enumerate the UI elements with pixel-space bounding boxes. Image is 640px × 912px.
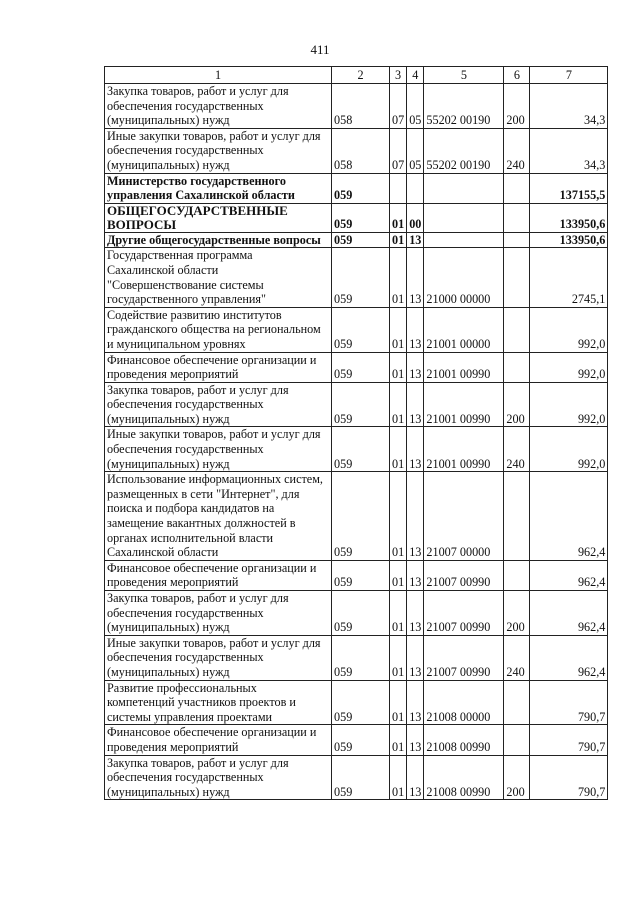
row-name	[105, 680, 332, 725]
row-ved-code: 059	[332, 173, 390, 203]
row-target-article: 21001 00990	[424, 382, 504, 427]
row-target-article: 21001 00990	[424, 352, 504, 382]
header-cell-name: 1	[105, 67, 332, 84]
row-name-line: обеспечения государственных	[107, 397, 264, 412]
row-expense-type: 200	[504, 755, 530, 800]
table-row	[105, 560, 608, 590]
row-subsection: 13	[407, 352, 424, 382]
row-name-line: органах исполнительной власти	[107, 530, 274, 545]
row-section: 01	[390, 680, 407, 725]
row-name	[105, 591, 332, 636]
table-body	[105, 84, 608, 800]
row-name-line: Сахалинской области	[107, 262, 219, 277]
budget-table	[104, 66, 608, 800]
table-row	[105, 635, 608, 680]
row-amount: 133950,6	[530, 203, 608, 232]
row-target-article: 55202 00190	[424, 84, 504, 129]
row-name	[105, 755, 332, 800]
row-name-line: Развитие профессиональных	[107, 680, 257, 695]
row-target-article: 21001 00000	[424, 307, 504, 352]
row-expense-type	[504, 248, 530, 307]
row-target-article	[424, 173, 504, 203]
row-expense-type	[504, 352, 530, 382]
table-row	[105, 84, 608, 129]
row-subsection: 13	[407, 560, 424, 590]
row-subsection: 13	[407, 307, 424, 352]
row-amount: 790,7	[530, 755, 608, 800]
row-expense-type	[504, 203, 530, 232]
row-target-article: 21007 00990	[424, 591, 504, 636]
row-name	[105, 307, 332, 352]
row-ved-code: 059	[332, 382, 390, 427]
row-name-line: (муниципальных) нужд	[107, 456, 230, 471]
row-amount: 137155,5	[530, 173, 608, 203]
row-amount: 962,4	[530, 591, 608, 636]
row-subsection: 13	[407, 635, 424, 680]
row-subsection: 13	[407, 591, 424, 636]
row-name-line: обеспечения государственных	[107, 650, 264, 665]
row-name	[105, 173, 332, 203]
row-name	[105, 128, 332, 173]
row-name-line: и муниципальном уровнях	[107, 336, 246, 351]
row-section: 01	[390, 472, 407, 561]
row-section: 01	[390, 755, 407, 800]
row-name-line: проведения мероприятий	[107, 739, 239, 754]
row-amount: 992,0	[530, 382, 608, 427]
row-amount: 2745,1	[530, 248, 608, 307]
row-name-line: компетенций участников проектов и	[107, 695, 296, 710]
row-ved-code: 059	[332, 427, 390, 472]
row-name-line: обеспечения государственных	[107, 770, 264, 785]
row-name-line: обеспечения государственных	[107, 143, 264, 158]
row-amount: 790,7	[530, 680, 608, 725]
row-target-article: 21007 00000	[424, 472, 504, 561]
header-cell-amount: 7	[530, 67, 608, 84]
row-name	[105, 203, 332, 232]
row-name-line: Закупка товаров, работ и услуг для	[107, 84, 289, 98]
row-subsection: 13	[407, 382, 424, 427]
table-row	[105, 680, 608, 725]
table-row	[105, 382, 608, 427]
row-name	[105, 725, 332, 755]
table-row	[105, 755, 608, 800]
row-name-line: Иные закупки товаров, работ и услуг для	[107, 128, 321, 143]
row-name-line: Закупка товаров, работ и услуг для	[107, 591, 289, 605]
row-subsection: 05	[407, 84, 424, 129]
row-subsection: 13	[407, 248, 424, 307]
table-row	[105, 173, 608, 203]
row-amount: 992,0	[530, 427, 608, 472]
row-section: 01	[390, 203, 407, 232]
row-name-line: (муниципальных) нужд	[107, 664, 230, 679]
header-cell-csr: 5	[424, 67, 504, 84]
row-name-line: размещенных в сети "Интернет", для	[107, 486, 300, 501]
row-target-article	[424, 232, 504, 248]
header-cell-ved: 2	[332, 67, 390, 84]
row-name	[105, 84, 332, 129]
row-amount: 34,3	[530, 128, 608, 173]
row-expense-type	[504, 560, 530, 590]
header-cell-pr: 4	[407, 67, 424, 84]
table-row	[105, 427, 608, 472]
row-ved-code: 059	[332, 725, 390, 755]
header-row	[105, 67, 608, 84]
row-name	[105, 427, 332, 472]
row-section: 01	[390, 560, 407, 590]
row-amount: 133950,6	[530, 232, 608, 248]
row-expense-type: 240	[504, 128, 530, 173]
row-name-line: Финансовое обеспечение организации и	[107, 725, 317, 740]
row-ved-code: 058	[332, 84, 390, 129]
row-name-line: (муниципальных) нужд	[107, 784, 230, 799]
page-number: 411	[310, 42, 330, 57]
row-subsection: 13	[407, 725, 424, 755]
row-target-article: 21001 00990	[424, 427, 504, 472]
row-ved-code: 059	[332, 307, 390, 352]
row-name	[105, 248, 332, 307]
row-name-line: управления Сахалинской области	[107, 188, 295, 203]
row-ved-code: 059	[332, 560, 390, 590]
row-subsection: 05	[407, 128, 424, 173]
row-subsection: 13	[407, 232, 424, 248]
table-row	[105, 248, 608, 307]
row-ved-code: 059	[332, 232, 390, 248]
row-subsection	[407, 173, 424, 203]
table-row	[105, 591, 608, 636]
row-name-line: ВОПРОСЫ	[107, 216, 177, 232]
row-ved-code: 059	[332, 680, 390, 725]
row-section: 07	[390, 84, 407, 129]
row-expense-type: 240	[504, 427, 530, 472]
row-ved-code: 059	[332, 755, 390, 800]
row-name	[105, 352, 332, 382]
row-ved-code: 059	[332, 203, 390, 232]
row-name	[105, 635, 332, 680]
row-name-line: Использование информационных систем,	[107, 472, 323, 487]
row-ved-code: 059	[332, 591, 390, 636]
row-ved-code: 059	[332, 635, 390, 680]
row-subsection: 00	[407, 203, 424, 232]
row-amount: 790,7	[530, 725, 608, 755]
row-subsection: 13	[407, 472, 424, 561]
row-name-line: Закупка товаров, работ и услуг для	[107, 382, 289, 397]
row-name-line: обеспечения государственных	[107, 98, 264, 113]
row-section: 07	[390, 128, 407, 173]
row-name-line: замещение вакантных должностей в	[107, 516, 296, 531]
row-ved-code: 059	[332, 248, 390, 307]
row-expense-type	[504, 680, 530, 725]
row-name-line: проведения мероприятий	[107, 575, 239, 590]
row-name-line: обеспечения государственных	[107, 442, 264, 457]
table-row	[105, 128, 608, 173]
row-name-line: Другие общегосударственные вопросы	[107, 232, 321, 247]
row-expense-type	[504, 173, 530, 203]
row-name-line: проведения мероприятий	[107, 367, 239, 382]
row-name-line: Иные закупки товаров, работ и услуг для	[107, 635, 321, 650]
row-expense-type	[504, 472, 530, 561]
row-section: 01	[390, 382, 407, 427]
row-expense-type: 200	[504, 591, 530, 636]
table-row	[105, 725, 608, 755]
row-ved-code: 059	[332, 472, 390, 561]
table-row	[105, 352, 608, 382]
row-name	[105, 472, 332, 561]
row-target-article: 55202 00190	[424, 128, 504, 173]
row-expense-type	[504, 232, 530, 248]
row-target-article: 21007 00990	[424, 635, 504, 680]
table-row	[105, 472, 608, 561]
row-section: 01	[390, 352, 407, 382]
row-target-article	[424, 203, 504, 232]
row-name-line: поиска и подбора кандидатов на	[107, 501, 275, 516]
row-name-line: (муниципальных) нужд	[107, 620, 230, 635]
row-name-line: Содействие развитию институтов	[107, 307, 282, 322]
row-section: 01	[390, 635, 407, 680]
row-name-line: Министерство государственного	[107, 173, 286, 188]
row-target-article: 21008 00990	[424, 725, 504, 755]
row-amount: 992,0	[530, 352, 608, 382]
row-name	[105, 382, 332, 427]
row-amount: 962,4	[530, 472, 608, 561]
row-target-article: 21008 00000	[424, 680, 504, 725]
row-name	[105, 560, 332, 590]
table-row	[105, 307, 608, 352]
row-name-line: (муниципальных) нужд	[107, 157, 230, 172]
row-expense-type	[504, 307, 530, 352]
row-name-line: ОБЩЕГОСУДАРСТВЕННЫЕ	[107, 203, 288, 218]
row-subsection: 13	[407, 755, 424, 800]
header-cell-vr: 6	[504, 67, 530, 84]
row-expense-type: 200	[504, 382, 530, 427]
row-target-article: 21007 00990	[424, 560, 504, 590]
row-name	[105, 232, 332, 248]
row-name-line: Иные закупки товаров, работ и услуг для	[107, 427, 321, 442]
row-target-article: 21000 00000	[424, 248, 504, 307]
row-section	[390, 173, 407, 203]
row-name-line: Финансовое обеспечение организации и	[107, 352, 317, 367]
row-name-line: Государственная программа	[107, 248, 253, 263]
row-amount: 992,0	[530, 307, 608, 352]
row-expense-type	[504, 725, 530, 755]
row-subsection: 13	[407, 680, 424, 725]
table-row	[105, 232, 608, 248]
row-name-line: "Совершенствование системы	[107, 277, 264, 292]
row-target-article: 21008 00990	[424, 755, 504, 800]
row-section: 01	[390, 427, 407, 472]
row-subsection: 13	[407, 427, 424, 472]
row-name-line: Закупка товаров, работ и услуг для	[107, 755, 289, 770]
row-section: 01	[390, 725, 407, 755]
row-amount: 34,3	[530, 84, 608, 129]
row-section: 01	[390, 591, 407, 636]
header-cell-rz: 3	[390, 67, 407, 84]
row-name-line: обеспечения государственных	[107, 605, 264, 620]
table-row	[105, 203, 608, 232]
row-expense-type: 240	[504, 635, 530, 680]
row-ved-code: 059	[332, 352, 390, 382]
row-section: 01	[390, 248, 407, 307]
row-name-line: системы управления проектами	[107, 709, 273, 724]
row-name-line: Сахалинской области	[107, 545, 219, 560]
row-name-line: (муниципальных) нужд	[107, 411, 230, 426]
row-name-line: государственного управления"	[107, 292, 267, 307]
row-ved-code: 058	[332, 128, 390, 173]
row-amount: 962,4	[530, 635, 608, 680]
row-amount: 962,4	[530, 560, 608, 590]
row-name-line: (муниципальных) нужд	[107, 113, 230, 128]
row-name-line: гражданского общества на региональном	[107, 322, 321, 337]
row-section: 01	[390, 232, 407, 248]
row-name-line: Финансовое обеспечение организации и	[107, 560, 317, 575]
row-section: 01	[390, 307, 407, 352]
row-expense-type: 200	[504, 84, 530, 129]
